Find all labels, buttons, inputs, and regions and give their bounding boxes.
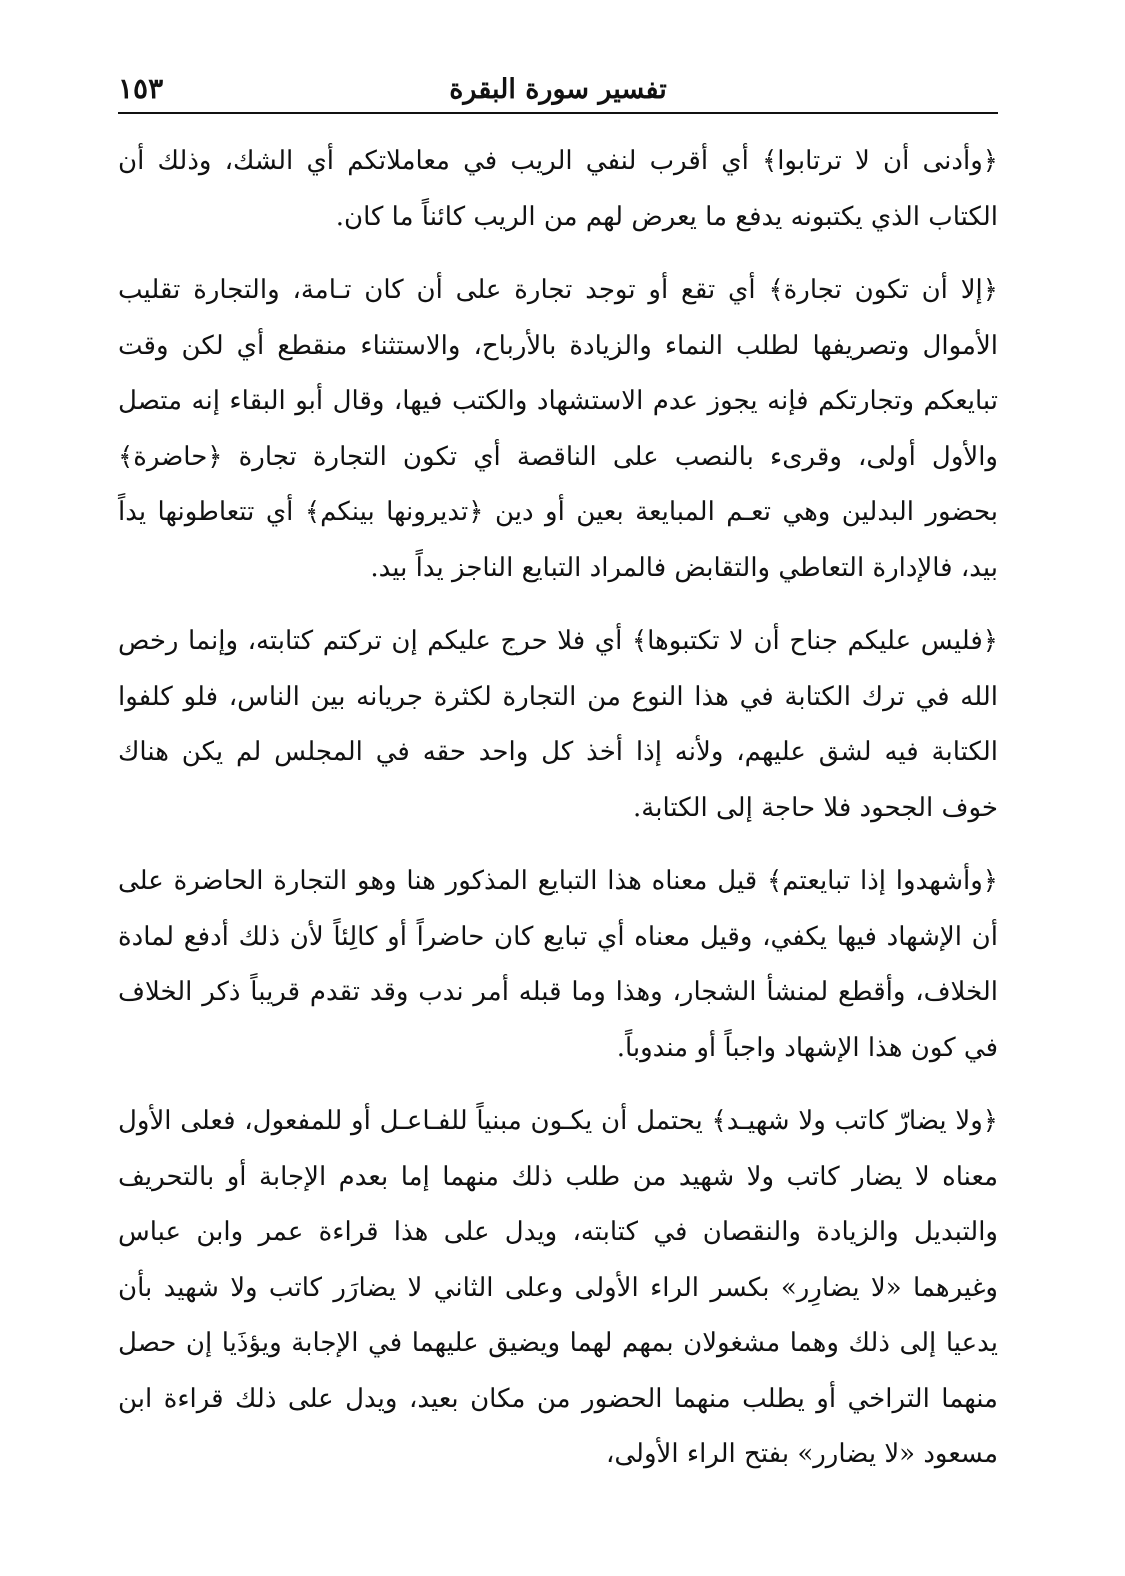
paragraph: ﴿وأدنى أن لا ترتابوا﴾ أي أقرب لنفي الريب في معاملاتكم أي الشك، وذلك أن الكتاب الذي يكتبونه يدفع ما يعرض لهم من الريب كائناً ما كان. xyxy=(118,146,998,232)
running-header xyxy=(118,60,998,114)
paragraph: ﴿ولا يضارّ كاتب ولا شهيـد﴾ يحتمل أن يكـون مبنياً للفـاعـل أو للمفعول، فعلى الأول معناه لا يضار كاتب ولا شهيد من طلب ذلك منهما إما بعدم الإجابة أو بالتحريف والتبديل والزيادة والنقصان في كتابته، ويدل على هذا قراءة عمر وابن عباس وغيرهما «لا يضارِر» بكسر الراء الأولى وعلى الثاني لا يضارَر كاتب ولا شهيد بأن يدعيا إلى ذلك وهما مشغولان بمهم لهما ويضيق عليهما في الإجابة ويؤذَيا إن حصل منهما التراخي أو يطلب منهما الحضور من مكان بعيد، ويدل على ذلك قراءة ابن مسعود «لا يضارر» بفتح الراء الأولى، xyxy=(118,1106,998,1469)
paragraph: ﴿إلا أن تكون تجارة﴾ أي تقع أو توجد تجارة على أن كان تـامة، والتجارة تقليب الأموال وتصريفها لطلب النماء والزيادة بالأرباح، والاستثناء منقطع أي لكن وقت تبايعكم وتجارتكم فإنه يجوز عدم الاستشهاد والكتب فيها، وقال أبو البقاء إنه متصل والأول أولى، وقرىء بالنصب على الناقصة أي تكون التجارة تجارة ﴿حاضرة﴾ بحضور البدلين وهي تعـم المبايعة بعين أو دين ﴿تديرونها بينكم﴾ أي تتعاطونها يداً بيد، فالإدارة التعاطي والتقابض فالمراد التبايع الناجز يداً بيد. xyxy=(118,275,998,583)
running-title: تفسير سورة البقرة xyxy=(449,74,667,105)
body-text xyxy=(118,134,998,1483)
paragraph: ﴿وأشهدوا إذا تبايعتم﴾ قيل معناه هذا التبايع المذكور هنا وهو التجارة الحاضرة على أن الإشهاد فيها يكفي، وقيل معناه أي تبايع كان حاضراً أو كالِئاً لأن ذلك أدفع لمادة الخلاف، وأقطع لمنشأ الشجار، وهذا وما قبله أمر ندب وقد تقدم قريباً ذكر الخلاف في كون هذا الإشهاد واجباً أو مندوباً. xyxy=(118,866,998,1063)
paragraph: ﴿فليس عليكم جناح أن لا تكتبوها﴾ أي فلا حرج عليكم إن تركتم كتابته، وإنما رخص الله في ترك الكتابة في هذا النوع من التجارة لكثرة جريانه بين الناس، فلو كلفوا الكتابة فيه لشق عليهم، ولأنه إذا أخذ كل واحد حقه في المجلس لم يكن هناك خوف الجحود فلا حاجة إلى الكتابة. xyxy=(118,626,998,823)
book-page xyxy=(118,60,998,1560)
page-number: ١٥٣ xyxy=(118,72,164,105)
